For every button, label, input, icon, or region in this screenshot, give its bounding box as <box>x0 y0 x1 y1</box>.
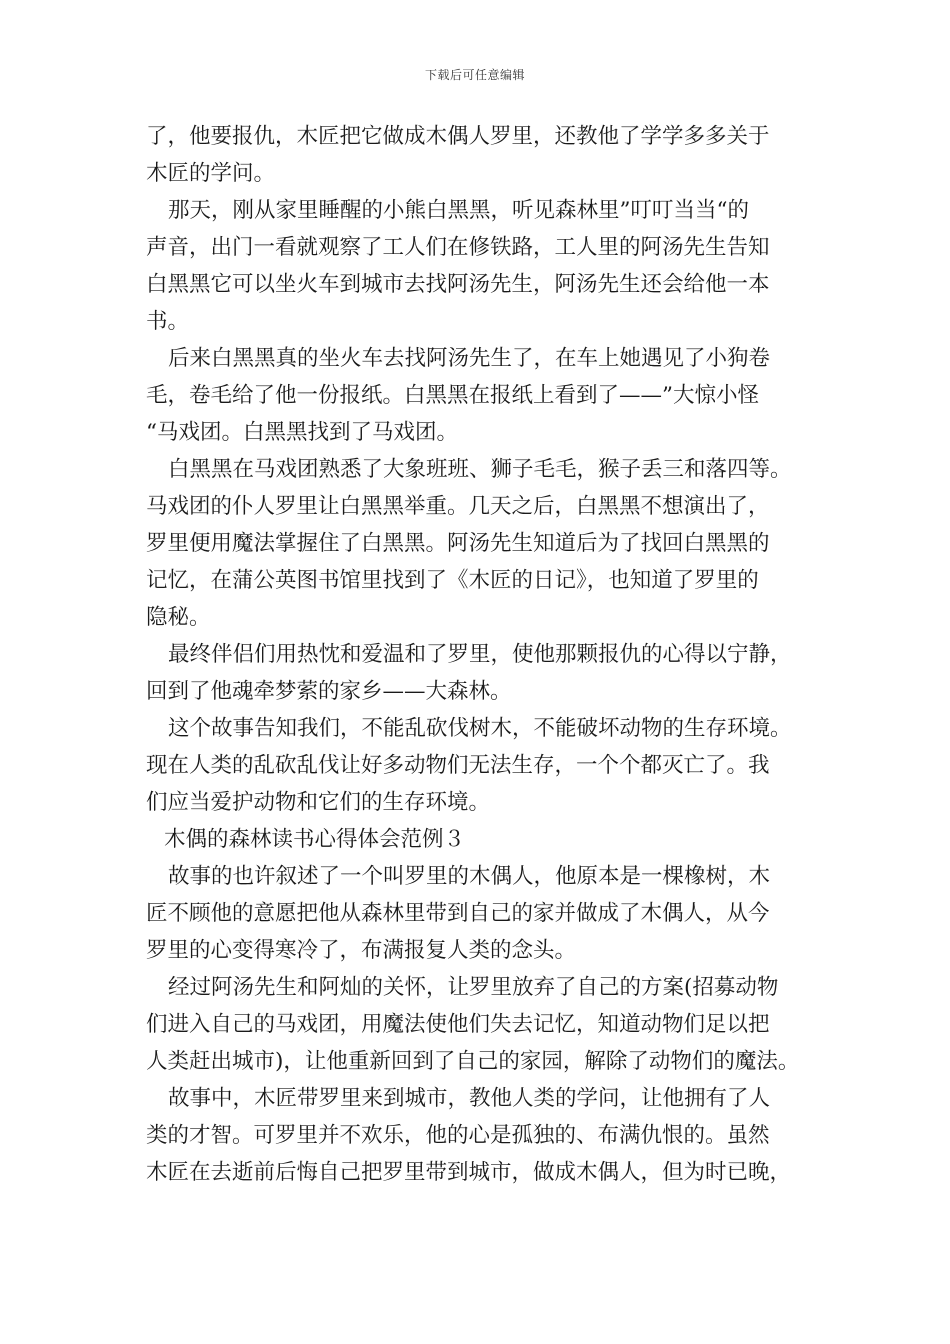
document-body <box>146 118 836 1191</box>
text-line: 匠不顾他的意愿把他从森林里带到自己的家并做成了木偶人，从今 <box>146 901 770 926</box>
text-line: 木匠的学问。 <box>146 161 276 186</box>
text-line: 罗里的心变得寒冷了，布满报复人类的念头。 <box>146 938 577 963</box>
paragraph-start-line: 这个故事告知我们，不能乱砍伐树木，不能破坏动物的生存环境。 <box>168 716 792 741</box>
text-line: 白黑黑它可以坐火车到城市去找阿汤先生，阿汤先生还会给他一本 <box>146 272 770 297</box>
paragraph-start-line: 经过阿汤先生和阿灿的关怀，让罗里放弃了自己的方案(招募动物 <box>168 975 779 1000</box>
text-line: 记忆，在蒲公英图书馆里找到了《木匠的日记》，也知道了罗里的 <box>146 568 759 593</box>
paragraph-start-line: 故事的也许叙述了一个叫罗里的木偶人，他原本是一棵橡树，木 <box>168 864 771 889</box>
text-line: 声音，出门一看就观察了工人们在修铁路，工人里的阿汤先生告知 <box>146 235 770 260</box>
text-line: 回到了他魂牵梦萦的家乡——大森林。 <box>146 679 512 704</box>
text-line: 类的才智。可罗里并不欢乐，他的心是孤独的、布满仇恨的。虽然 <box>146 1123 770 1148</box>
text-line: “马戏团。白黑黑找到了马戏团。 <box>146 420 458 445</box>
text-line: 罗里便用魔法掌握住了白黑黑。阿汤先生知道后为了找回白黑黑的 <box>146 531 770 556</box>
text-line: 马戏团的仆人罗里让白黑黑举重。几天之后，白黑黑不想演出了， <box>146 494 770 519</box>
text-line: 了，他要报仇，木匠把它做成木偶人罗里，还教他了学学多多关于 <box>146 124 770 149</box>
text-line: 现在人类的乱砍乱伐让好多动物们无法生存，一个个都灭亡了。我 <box>146 753 770 778</box>
text-line: 木匠在去逝前后悔自己把罗里带到城市，做成木偶人，但为时已晚， <box>146 1160 792 1185</box>
paragraph-start-line: 白黑黑在马戏团熟悉了大象班班、狮子毛毛，猴子丢三和落四等。 <box>168 457 792 482</box>
paragraph-start-line: 故事中，木匠带罗里来到城市，教他人类的学问，让他拥有了人 <box>168 1086 771 1111</box>
paragraph-start-line: 后来白黑黑真的坐火车去找阿汤先生了，在车上她遇见了小狗卷 <box>168 346 771 371</box>
text-line: 书。 <box>146 309 190 334</box>
paragraph-start-line: 最终伴侣们用热忱和爱温和了罗里，使他那颗报仇的心得以宁静， <box>168 642 792 667</box>
text-line: 们应当爱护动物和它们的生存环境。 <box>146 790 491 815</box>
text-line: 人类赶出城市)，让他重新回到了自己的家园，解除了动物们的魔法。 <box>146 1049 800 1074</box>
paragraph-start-line: 那天，刚从家里睡醒的小熊白黑黑，听见森林里”叮叮当当“的 <box>168 198 749 223</box>
text-line: 隐秘。 <box>146 605 211 630</box>
text-line: 们进入自己的马戏团，用魔法使他们失去记忆，知道动物们足以把 <box>146 1012 770 1037</box>
text-line: 毛，卷毛给了他一份报纸。白黑黑在报纸上看到了——”大惊小怪 <box>146 383 759 408</box>
page-header-note: 下载后可任意编辑 <box>424 68 525 82</box>
section-heading: 木偶的森林读书心得体会范例３ <box>164 827 466 852</box>
